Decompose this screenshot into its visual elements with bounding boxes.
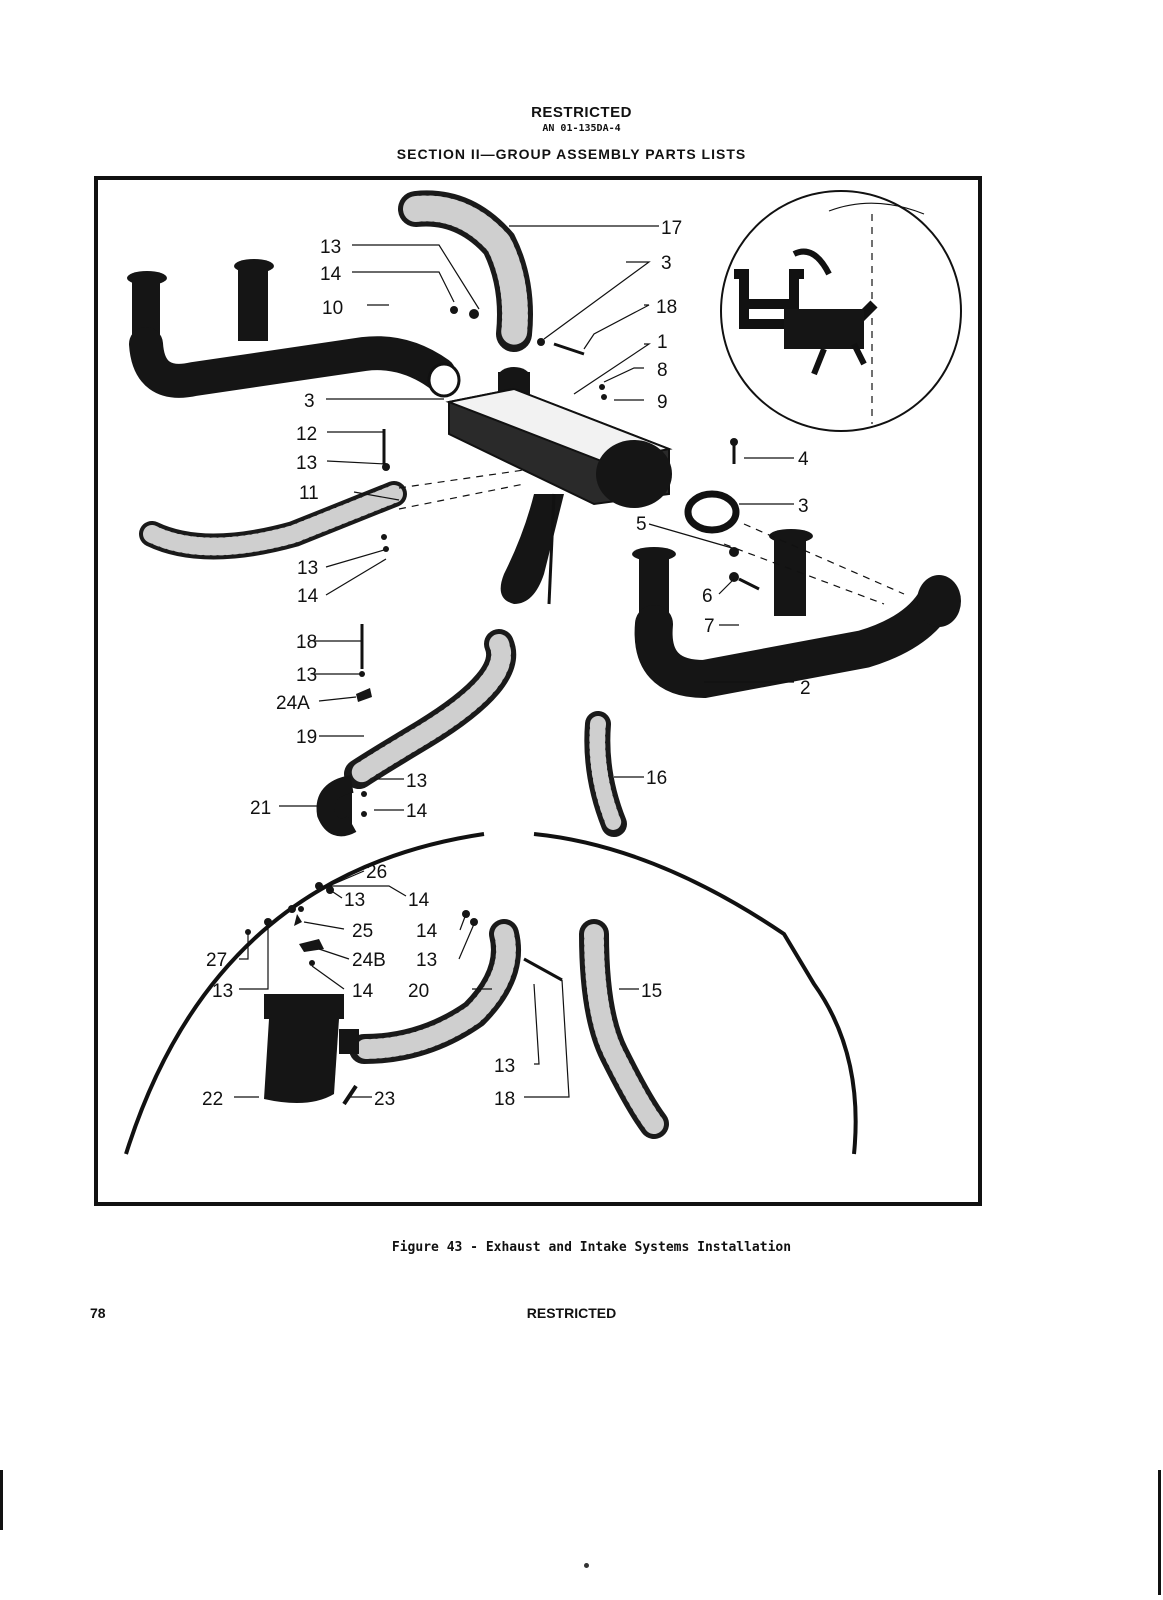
scan-edge-mark-left: [0, 1470, 3, 1530]
callout-13: 13: [344, 890, 366, 911]
callout-3: 3: [661, 253, 672, 274]
callout-13: 13: [406, 771, 428, 792]
inset-detail-view: [721, 191, 961, 431]
hose-11: [152, 494, 394, 547]
elbow-21: [326, 784, 352, 827]
exhaust-intake-figure: [94, 174, 983, 1226]
scan-edge-mark-right: [1158, 1470, 1161, 1595]
section-title: SECTION II—GROUP ASSEMBLY PARTS LISTS: [396, 146, 747, 162]
classification-header: RESTRICTED: [531, 104, 632, 121]
callout-8: 8: [657, 360, 668, 381]
callout-4: 4: [798, 449, 809, 470]
callout-16: 16: [646, 768, 668, 789]
callout-11: 11: [299, 483, 319, 504]
callout-26: 26: [366, 862, 388, 883]
figure-caption: Figure 43 - Exhaust and Intake Systems Installation: [391, 1240, 792, 1255]
callout-10: 10: [322, 298, 344, 319]
clamp-3: [688, 494, 736, 530]
callout-23: 23: [374, 1089, 396, 1110]
callout-14: 14: [406, 801, 428, 822]
callout-6: 6: [702, 586, 713, 607]
exhaust-manifold-right: [632, 529, 961, 679]
callout-1: 1: [657, 332, 668, 353]
callout-9: 9: [657, 392, 668, 413]
callout-18: 18: [494, 1089, 516, 1110]
callout-17: 17: [661, 218, 683, 239]
callout-19: 19: [296, 727, 318, 748]
callout-14: 14: [408, 890, 430, 911]
scan-speck: [584, 1563, 589, 1568]
callout-25: 25: [352, 921, 374, 942]
callout-21: 21: [250, 798, 272, 819]
callout-14: 14: [416, 921, 438, 942]
callout-22: 22: [202, 1089, 224, 1110]
callout-13: 13: [494, 1056, 516, 1077]
callout-14: 14: [352, 981, 374, 1002]
hose-19: [359, 644, 501, 774]
page-number: 78: [90, 1305, 106, 1321]
callout-13: 13: [212, 981, 234, 1002]
intake-scoop-22: [264, 994, 359, 1103]
callout-27: 27: [206, 950, 228, 971]
hose-15: [594, 934, 654, 1124]
callout-14: 14: [320, 264, 342, 285]
callout-24A: 24A: [276, 693, 310, 714]
callout-12: 12: [296, 424, 318, 445]
muffler-assembly: [449, 367, 672, 604]
callout-13: 13: [296, 453, 318, 474]
hose-16: [597, 724, 614, 824]
callout-7: 7: [704, 616, 715, 637]
classification-footer: RESTRICTED: [526, 1305, 617, 1321]
callout-13: 13: [416, 950, 438, 971]
callout-13: 13: [297, 558, 319, 579]
callout-3: 3: [304, 391, 315, 412]
callout-13: 13: [320, 237, 342, 258]
callout-20: 20: [408, 981, 430, 1002]
callout-13: 13: [296, 665, 318, 686]
callout-3: 3: [798, 496, 809, 517]
callout-2: 2: [800, 678, 811, 699]
exhaust-manifold-left: [127, 259, 459, 396]
callout-24B: 24B: [352, 950, 386, 971]
hose-17: [416, 208, 515, 334]
callout-18: 18: [296, 632, 318, 653]
callout-15: 15: [641, 981, 663, 1002]
document-number: AN 01-135DA-4: [542, 123, 621, 134]
callout-14: 14: [297, 586, 319, 607]
callout-18: 18: [656, 297, 678, 318]
callout-5: 5: [636, 514, 647, 535]
